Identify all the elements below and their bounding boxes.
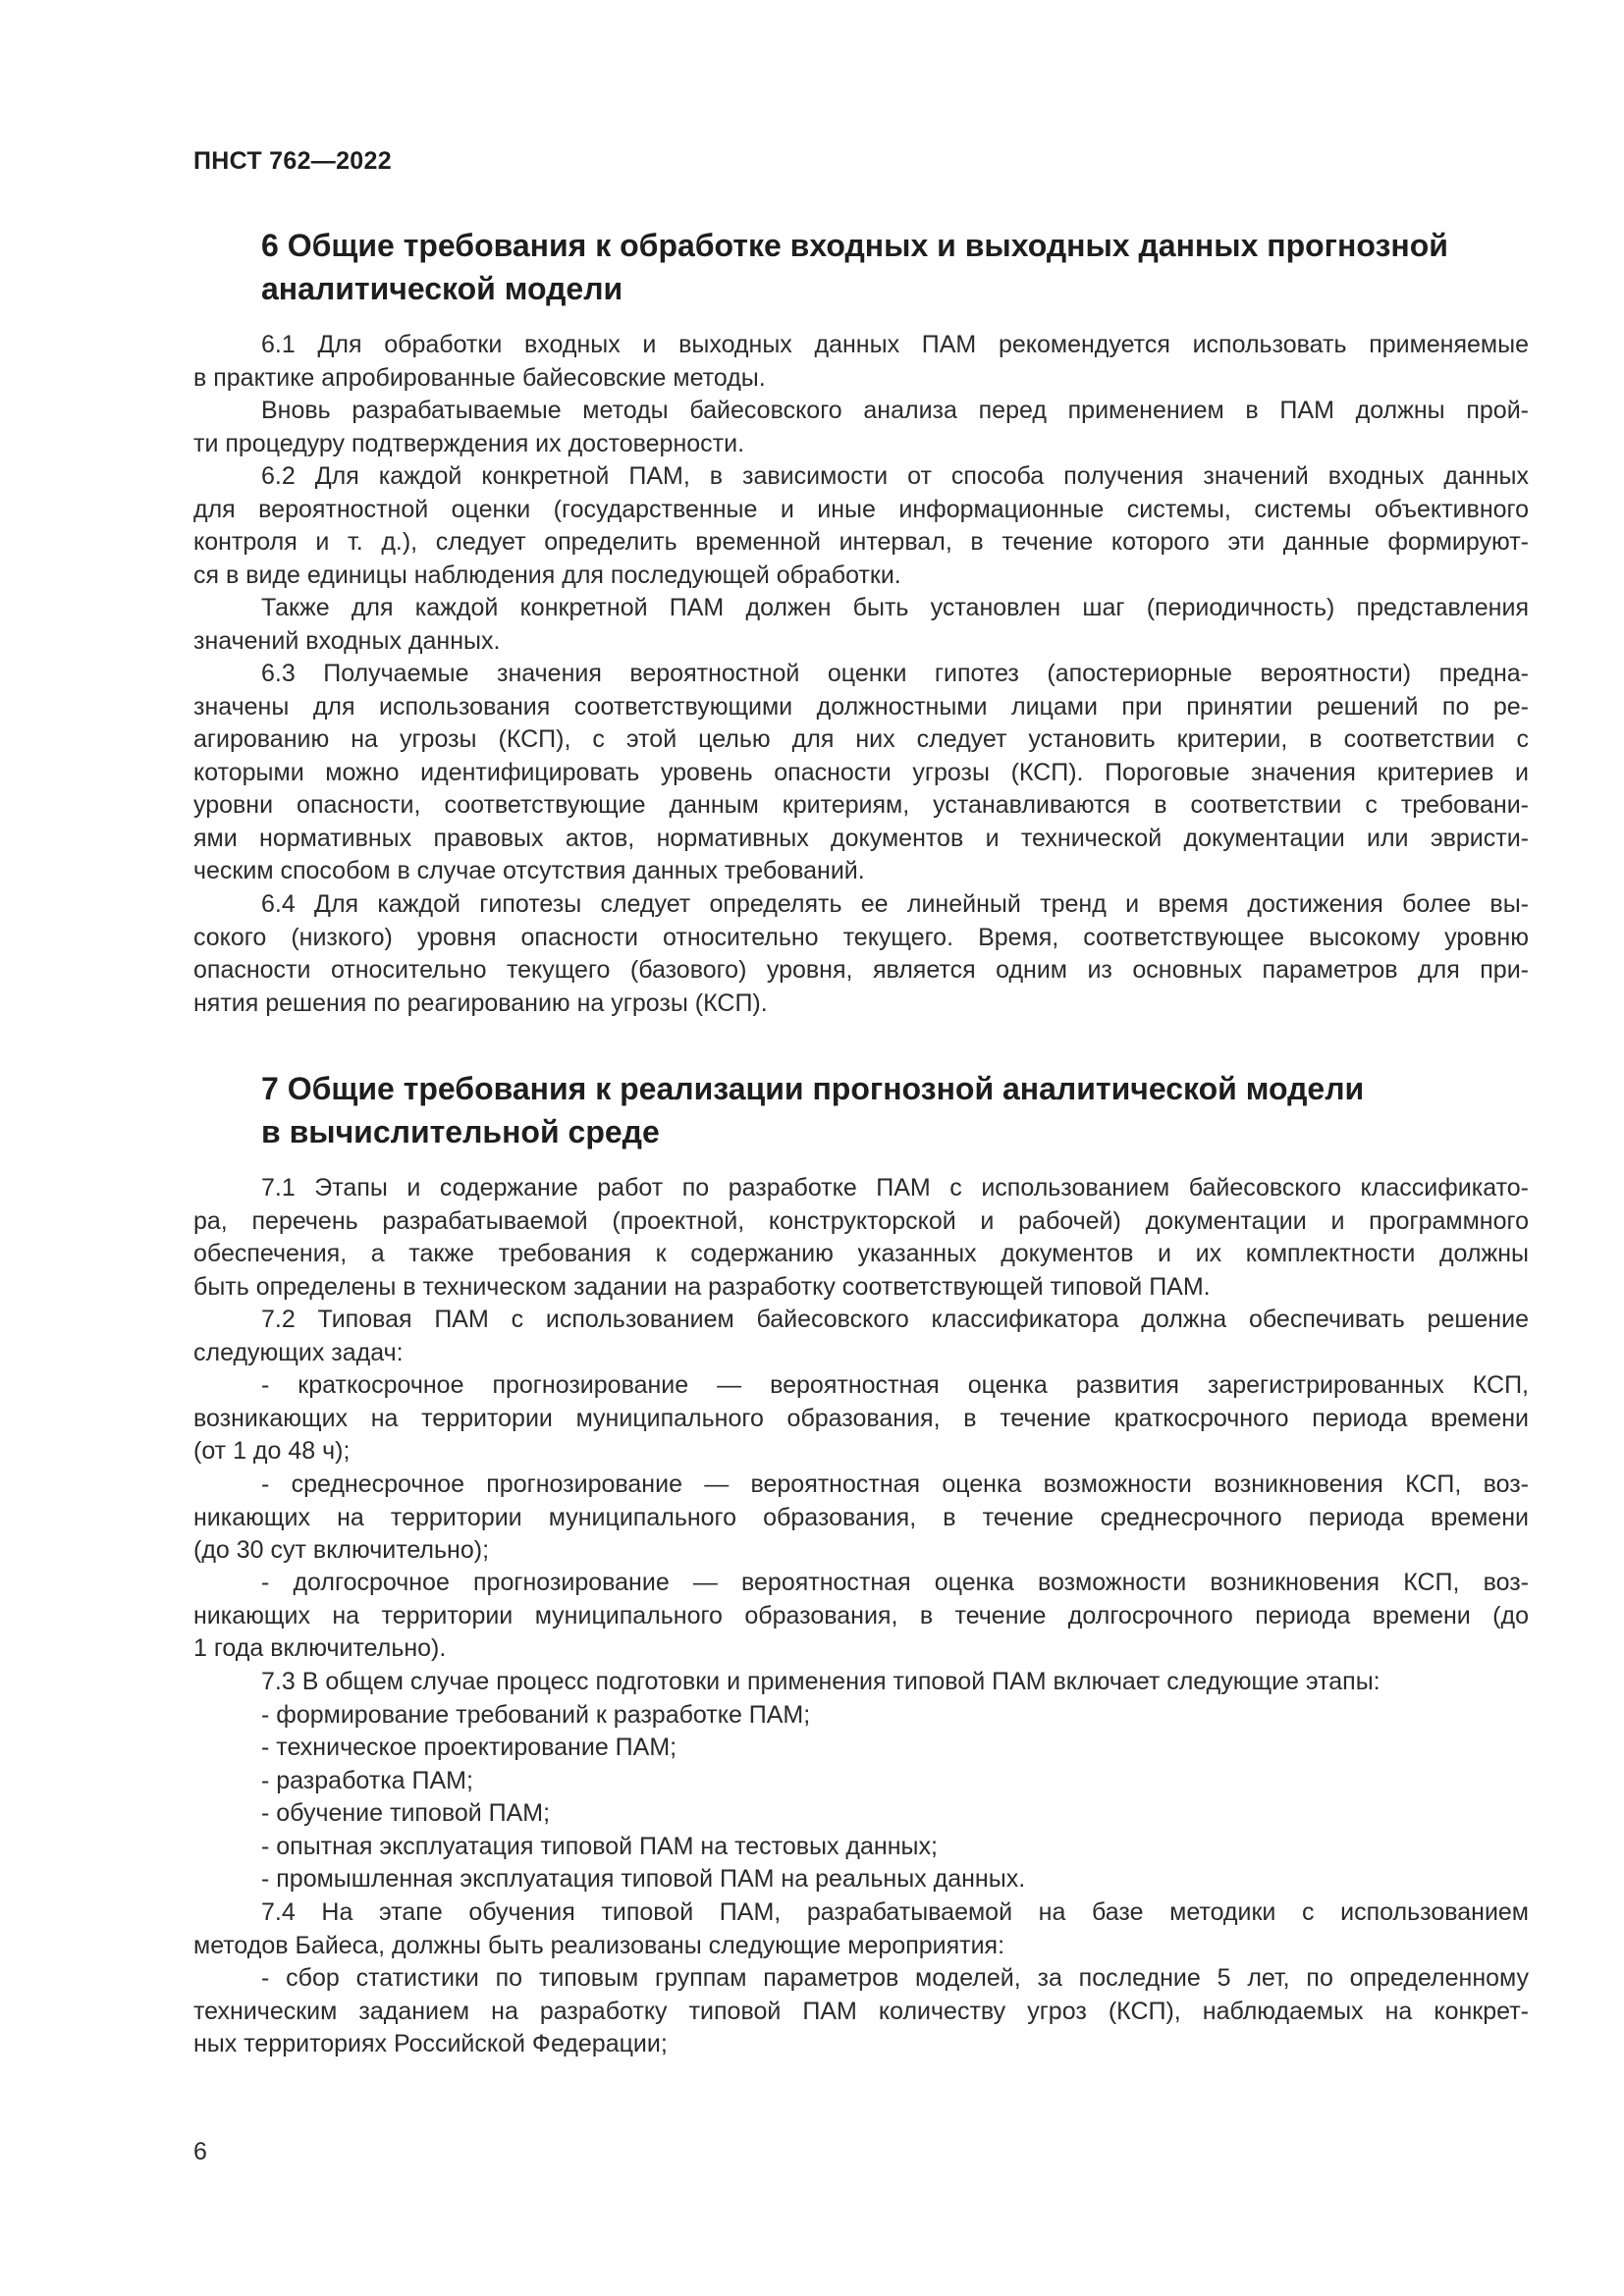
list-item: - промышленная эксплуатация типовой ПАМ на реальных данных.	[261, 1865, 1026, 1893]
text-line: 6.3 Получаемые значения вероятностной оценки гипотез (апостериорные вероятности) предна-	[261, 660, 1529, 687]
paragraph-6-3	[193, 658, 1529, 888]
text-line: контроля и т. д.), следует определить временной интервал, в течение которого эти данные формируют-	[193, 528, 1529, 556]
text-line: техническим заданием на разработку типовой ПАМ количеству угроз (КСП), наблюдаемых на конкрет-	[193, 1997, 1529, 2025]
paragraph-6-4	[193, 888, 1529, 1020]
text-line: методов Байеса, должны быть реализованы следующие мероприятия:	[193, 1931, 1005, 1959]
text-line: никающих на территории муниципального образования, в течение долгосрочного периода времени (до	[193, 1601, 1529, 1629]
paragraph-7-3	[193, 1666, 1529, 1896]
text-line: ти процедуру подтверждения их достоверности.	[193, 429, 745, 457]
text-line: Также для каждой конкретной ПАМ должен быть установлен шаг (периодичность) представления	[261, 594, 1529, 621]
section-title-line: 6 Общие требования к обработке входных и выходных данных прогнозной	[261, 228, 1448, 263]
text-line: агированию на угрозы (КСП), с этой целью для них следует установить критерии, в соответствии с	[193, 725, 1529, 753]
text-line: (от 1 до 48 ч);	[193, 1437, 351, 1465]
text-line: возникающих на территории муниципального образования, в течение краткосрочного периода времени	[193, 1404, 1529, 1432]
text-line: - среднесрочное прогнозирование — вероятностная оценка возможности возникновения КСП, воз-	[261, 1470, 1529, 1498]
text-line: ных территориях Российской Федерации;	[193, 2030, 668, 2057]
list-item: - разработка ПАМ;	[261, 1766, 473, 1794]
paragraph-6-1	[193, 329, 1529, 395]
text-line: (до 30 сут включительно);	[193, 1536, 490, 1564]
section-7-title	[261, 1067, 1528, 1153]
paragraph-6-1-b	[193, 395, 1529, 460]
text-line: никающих на территории муниципального образования, в течение среднесрочного периода времени	[193, 1503, 1529, 1531]
text-line: 6.1 Для обработки входных и выходных данных ПАМ рекомендуется использовать применяемые	[261, 331, 1529, 358]
text-line: уровни опасности, соответствующие данным критериям, устанавливаются в соответствии с требовани-	[193, 791, 1529, 819]
text-line: ра, перечень разрабатываемой (проектной, конструкторской и рабочей) документации и программного	[193, 1206, 1529, 1235]
text-line: 7.1 Этапы и содержание работ по разработке ПАМ с использованием байесовского классификато-	[261, 1174, 1529, 1201]
text-line: значены для использования соответствующими должностными лицами при принятии решений по ре-	[193, 692, 1529, 721]
text-line: - долгосрочное прогнозирование — вероятностная оценка возможности возникновения КСП, воз-	[261, 1569, 1529, 1596]
paragraph-6-2-b	[193, 592, 1529, 658]
list-item: - обучение типовой ПАМ;	[261, 1799, 551, 1827]
list-item: - техническое проектирование ПАМ;	[261, 1734, 677, 1761]
list-item: - формирование требований к разработке ПАМ;	[261, 1700, 811, 1729]
section-title-line: 7 Общие требования к реализации прогнозной аналитической модели	[261, 1071, 1365, 1106]
paragraph-6-2	[193, 460, 1529, 592]
text-line: значений входных данных.	[193, 626, 501, 655]
page-number: 6	[193, 2138, 207, 2165]
paragraph-7-2	[193, 1304, 1529, 1369]
paragraph-7-4	[193, 1896, 1529, 1962]
list-item-mid-term	[193, 1468, 1529, 1568]
text-line: 1 года включительно).	[193, 1634, 447, 1662]
text-line: быть определены в техническом задании на разработку соответствующей типовой ПАМ.	[193, 1272, 1211, 1301]
text-line: ями нормативных правовых актов, нормативных документов и технической документации или эвристи-	[193, 824, 1529, 852]
text-line: 6.2 Для каждой конкретной ПАМ, в зависимости от способа получения значений входных данных	[261, 462, 1529, 490]
text-line: 7.2 Типовая ПАМ с использованием байесовского классификатора должна обеспечивать решение	[261, 1306, 1529, 1333]
text-line: Вновь разрабатываемые методы байесовского анализа перед применением в ПАМ должны прой-	[261, 397, 1529, 424]
list-item: - опытная эксплуатация типовой ПАМ на тестовых данных;	[261, 1832, 938, 1860]
text-line: в практике апробированные байесовские методы.	[193, 363, 766, 392]
text-line: опасности относительно текущего (базового) уровня, является одним из основных параметров для при-	[193, 956, 1529, 984]
text-line: 7.3 В общем случае процесс подготовки и применения типовой ПАМ включает следующие этапы:	[261, 1668, 1380, 1695]
text-line: - краткосрочное прогнозирование — вероятностная оценка развития зарегистрированных КСП,	[261, 1371, 1529, 1399]
section-title-line: в вычислительной среде	[261, 1114, 660, 1149]
text-line: нятия решения по реагированию на угрозы (КСП).	[193, 988, 768, 1017]
paragraph-7-1	[193, 1172, 1529, 1304]
text-line: 6.4 Для каждой гипотезы следует определять ее линейный тренд и время достижения более вы-	[261, 890, 1529, 918]
text-line: для вероятностной оценки (государственные и иные информационные системы, системы объективного	[193, 495, 1529, 523]
list-item-statistics	[193, 1962, 1529, 2061]
list-item-long-term	[193, 1567, 1529, 1666]
section-6-title	[261, 224, 1528, 310]
text-line: - сбор статистики по типовым группам параметров моделей, за последние 5 лет, по определенному	[261, 1964, 1529, 1992]
section-title-line: аналитической модели	[261, 271, 623, 306]
document-code: ПНСТ 762—2022	[193, 147, 392, 175]
text-line: сокого (низкого) уровня опасности относительно текущего. Время, соответствующее высокому уровню	[193, 923, 1529, 951]
text-line: 7.4 На этапе обучения типовой ПАМ, разрабатываемой на базе методики с использованием	[261, 1898, 1529, 1926]
list-item-short-term	[193, 1369, 1529, 1468]
text-line: обеспечения, а также требования к содержанию указанных документов и их комплектности должны	[193, 1240, 1529, 1267]
text-line: ся в виде единицы наблюдения для последующей обработки.	[193, 561, 901, 589]
text-line: следующих задач:	[193, 1338, 404, 1366]
text-line: которыми можно идентифицировать уровень опасности угрозы (КСП). Пороговые значения критериев и	[193, 758, 1529, 786]
text-line: ческим способом в случае отсутствия данных требований.	[193, 857, 865, 884]
